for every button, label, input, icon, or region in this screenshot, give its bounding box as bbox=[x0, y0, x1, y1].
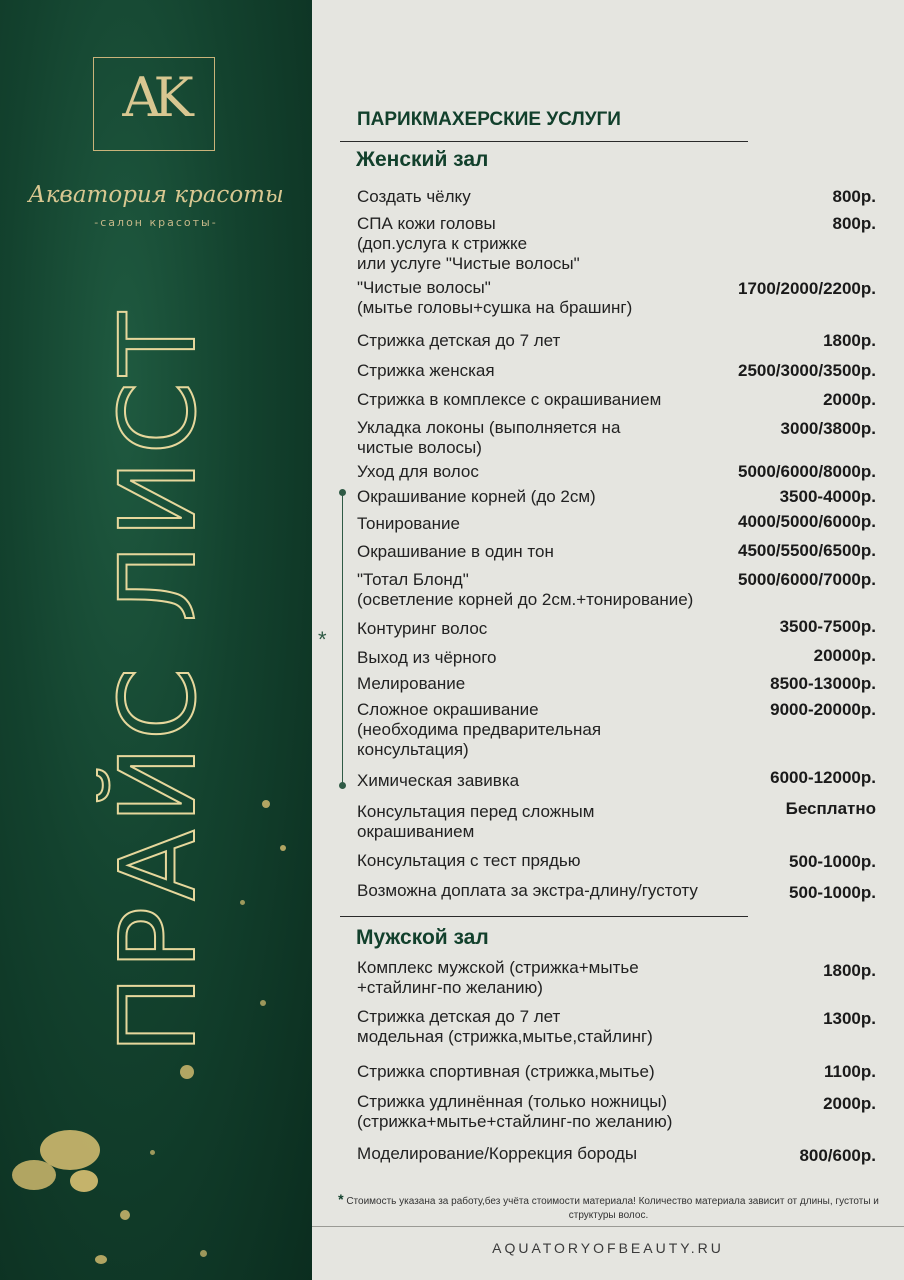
service-name: Стрижка удлинённая (только ножницы) (стрижка+мытье+стайлинг-по желанию) bbox=[357, 1092, 673, 1131]
footer-divider bbox=[312, 1226, 904, 1227]
brand-name: Акватория красоты bbox=[28, 182, 284, 208]
service-name: Стрижка спортивная (стрижка,мытье) bbox=[357, 1062, 655, 1081]
service-name: Химическая завивка bbox=[357, 771, 520, 790]
website-link[interactable]: AQUATORYOFBEAUTY.RU bbox=[492, 1240, 724, 1256]
asterisk-mark: * bbox=[318, 627, 327, 652]
service-name: Стрижка в комплексе с окрашиванием bbox=[357, 390, 662, 409]
brand-subtitle: -салон красоты- bbox=[94, 216, 218, 229]
footnote bbox=[336, 1192, 881, 1223]
service-price: 3500-4000р. bbox=[779, 487, 876, 506]
service-price: 20000р. bbox=[813, 646, 876, 665]
service-price: 8500-13000р. bbox=[770, 674, 876, 693]
service-price: 1700/2000/2200р. bbox=[737, 279, 876, 298]
service-name: СПА кожи головы (доп.услуга к стрижке или услуге "Чистые волосы" bbox=[357, 214, 580, 273]
service-price: 4500/5500/6500р. bbox=[737, 541, 876, 560]
logo-monogram: AK bbox=[122, 66, 186, 129]
service-price: 6000-12000р. bbox=[770, 768, 876, 787]
service-price: 800/600р. bbox=[799, 1146, 876, 1165]
service-name: Консультация с тест прядью bbox=[357, 851, 581, 870]
service-price: 5000/6000/7000р. bbox=[737, 570, 876, 589]
service-name: Сложное окрашивание (необходима предварительная консультация) bbox=[357, 700, 602, 759]
service-name: Мелирование bbox=[357, 674, 466, 693]
logo-frame bbox=[93, 57, 215, 151]
service-price: 1100р. bbox=[824, 1062, 876, 1081]
service-name: Стрижка женская bbox=[357, 361, 495, 380]
vertical-title: ПРАЙС ЛИСТ bbox=[97, 306, 219, 1054]
service-name: Уход для волос bbox=[357, 462, 479, 481]
bracket-line bbox=[342, 492, 343, 786]
service-price: 1300р. bbox=[823, 1009, 876, 1028]
service-name: Окрашивание корней (до 2см) bbox=[357, 487, 596, 506]
service-price: 800р. bbox=[832, 214, 876, 233]
section-title: ПАРИКМАХЕРСКИЕ УСЛУГИ bbox=[357, 109, 621, 130]
bracket-dot bbox=[339, 489, 346, 496]
service-name: Окрашивание в один тон bbox=[357, 542, 554, 561]
divider bbox=[340, 916, 748, 917]
service-price: 2500/3000/3500р. bbox=[737, 361, 876, 380]
service-price: 4000/5000/6000р. bbox=[737, 512, 876, 531]
service-name: Тонирование bbox=[357, 514, 460, 533]
service-name: Возможна доплата за экстра-длину/густоту bbox=[357, 881, 698, 900]
service-price: 1800р. bbox=[823, 961, 876, 980]
service-price: 1800р. bbox=[823, 331, 876, 350]
footnote-text: Стоимость указана за работу,без учёта стоимости материала! Количество материала зависит от длины, густоты и структуры волос. bbox=[346, 1196, 879, 1221]
service-price: 9000-20000р. bbox=[770, 700, 876, 719]
service-name: "Тотал Блонд" (осветление корней до 2см.+тонирование) bbox=[357, 570, 694, 609]
service-name: Стрижка детская до 7 лет модельная (стрижка,мытье,стайлинг) bbox=[357, 1007, 653, 1046]
service-price: 2000р. bbox=[823, 1094, 876, 1113]
service-price: 5000/6000/8000р. bbox=[737, 462, 876, 481]
service-name: Стрижка детская до 7 лет bbox=[357, 331, 561, 350]
service-name: Консультация перед сложным окрашиванием bbox=[357, 802, 595, 841]
service-price: 800р. bbox=[832, 187, 876, 206]
women-hall-title: Женский зал bbox=[356, 148, 489, 171]
service-price: Бесплатно bbox=[785, 799, 876, 818]
men-hall-title: Мужской зал bbox=[356, 926, 489, 949]
bracket-dot bbox=[339, 782, 346, 789]
service-name: Моделирование/Коррекция бороды bbox=[357, 1144, 638, 1163]
service-name: Комплекс мужской (стрижка+мытье +стайлинг-по желанию) bbox=[357, 958, 639, 997]
left-panel bbox=[0, 0, 312, 1280]
divider bbox=[340, 141, 748, 142]
service-price: 500-1000р. bbox=[789, 852, 876, 871]
service-price: 3500-7500р. bbox=[779, 617, 876, 636]
service-price: 2000р. bbox=[823, 390, 876, 409]
service-name: Контуринг волос bbox=[357, 619, 488, 638]
service-name: Укладка локоны (выполняется на чистые волосы) bbox=[357, 418, 621, 457]
footnote-asterisk: * bbox=[338, 1191, 344, 1207]
service-price: 3000/3800р. bbox=[780, 419, 876, 438]
service-price: 500-1000р. bbox=[789, 883, 876, 902]
service-name: Выход из чёрного bbox=[357, 648, 497, 667]
service-name: "Чистые волосы" (мытье головы+сушка на брашинг) bbox=[357, 278, 633, 317]
service-name: Создать чёлку bbox=[357, 187, 471, 206]
